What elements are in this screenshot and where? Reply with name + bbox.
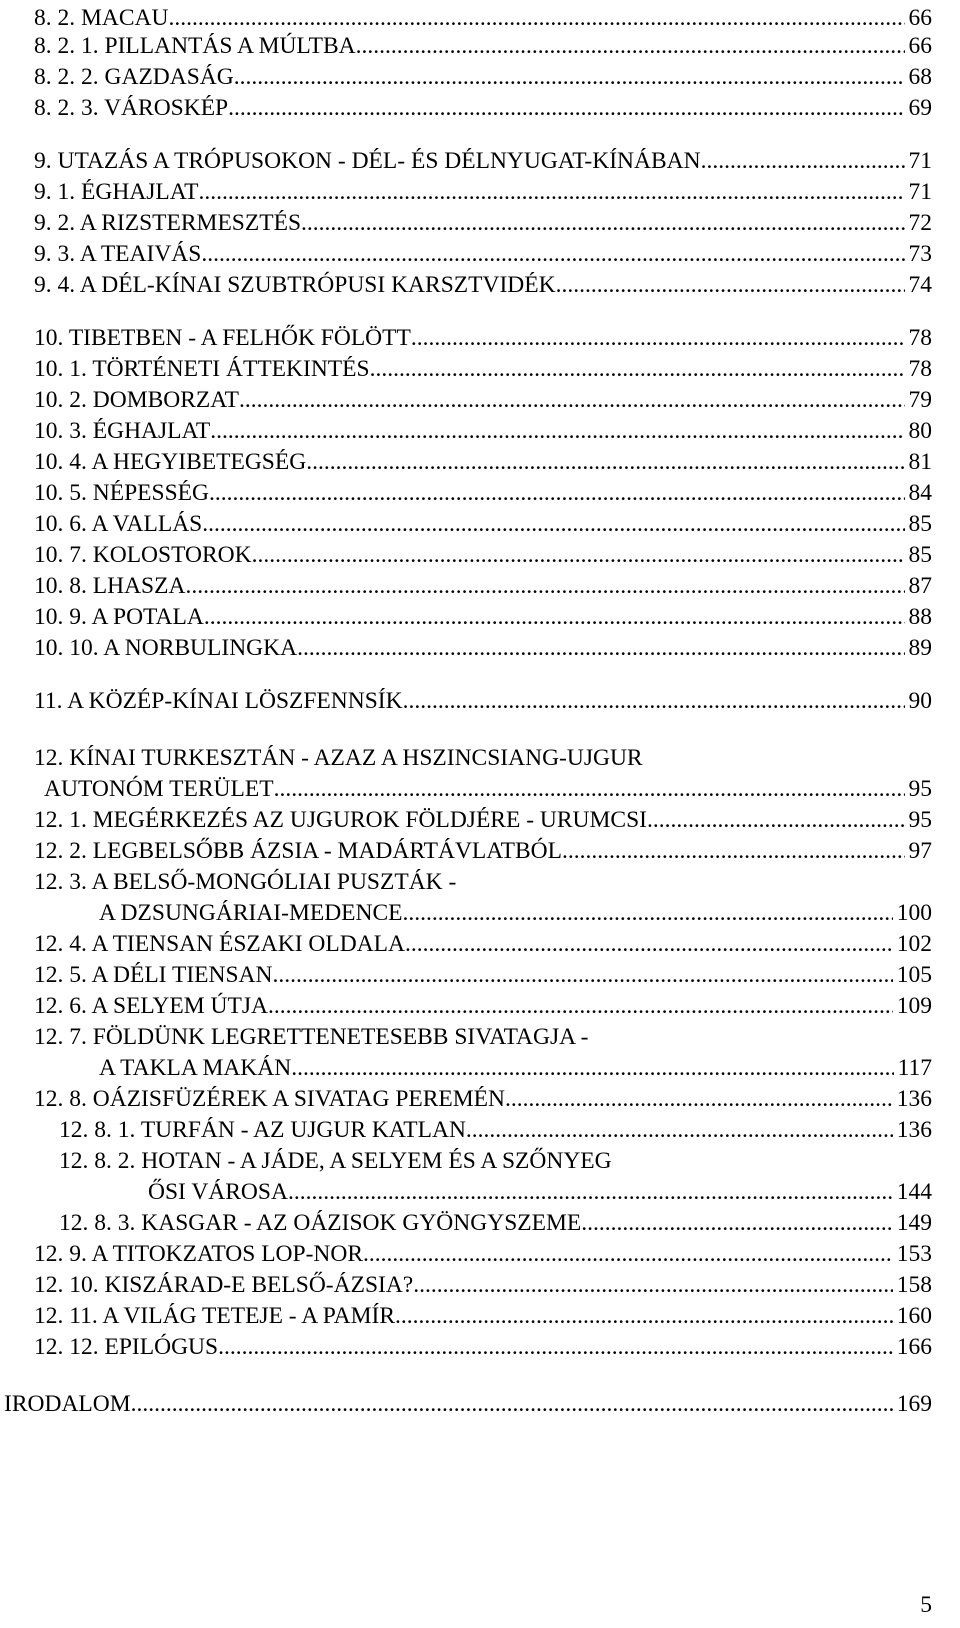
toc-leader-dots xyxy=(228,96,904,120)
toc-entry[interactable] xyxy=(44,771,932,801)
toc-entry[interactable] xyxy=(34,90,932,120)
toc-entry-page: 136 xyxy=(896,1086,932,1112)
toc-entry-page: 97 xyxy=(908,838,932,864)
toc-entry[interactable] xyxy=(34,0,932,30)
toc-entry-title: 8. 2. 1. PILLANTÁS A MÚLTBA xyxy=(34,33,356,59)
toc-entry-page: 73 xyxy=(908,241,932,267)
toc-entry-page: 66 xyxy=(908,33,932,59)
toc-entry-title: 12. 11. A VILÁG TETEJE - A PAMÍR xyxy=(34,1303,396,1329)
toc-entry[interactable] xyxy=(34,988,932,1018)
toc-entry-title: 12. KÍNAI TURKESZTÁN - AZAZ A HSZINCSIANG-UJGUR xyxy=(34,745,643,771)
toc-entry[interactable] xyxy=(34,236,932,266)
toc-entry-page: 66 xyxy=(908,5,932,31)
toc-entry-page: 95 xyxy=(908,776,932,802)
toc-leader-dots xyxy=(204,605,905,629)
toc-entry-page: 87 xyxy=(908,573,932,599)
toc-entry[interactable] xyxy=(34,351,932,381)
toc-entry-title: 9. 2. A RIZSTERMESZTÉS xyxy=(34,210,302,236)
toc-entry-page: 158 xyxy=(896,1272,932,1298)
toc-entry-title: 10. 1. TÖRTÉNETI ÁTTEKINTÉS xyxy=(34,356,370,382)
toc-entry-title: 12. 10. KISZÁRAD-E BELSŐ-ÁZSIA? xyxy=(34,1272,414,1298)
toc-entry[interactable] xyxy=(34,382,932,412)
toc-entry-page: 89 xyxy=(908,635,932,661)
toc-leader-dots xyxy=(288,1180,893,1204)
toc-entry[interactable] xyxy=(34,802,932,832)
toc-entry-title: 10. 6. A VALLÁS xyxy=(34,511,203,537)
toc-entry-title: 12. 12. EPILÓGUS xyxy=(34,1334,219,1360)
toc-leader-dots xyxy=(413,1273,893,1297)
toc-entry-title-line xyxy=(34,740,643,770)
toc-leader-dots xyxy=(562,839,905,863)
toc-entry-title-line xyxy=(59,1143,612,1173)
toc-entry-title: 10. 8. LHASZA xyxy=(34,573,186,599)
toc-entry[interactable] xyxy=(34,205,932,235)
toc-entry-page: 100 xyxy=(896,900,932,926)
toc-entry[interactable] xyxy=(4,1386,932,1416)
toc-entry-page: 117 xyxy=(897,1055,932,1081)
toc-entry-title: 12. 8. 1. TURFÁN - AZ UJGUR KATLAN xyxy=(59,1117,466,1143)
toc-leader-dots xyxy=(209,481,905,505)
toc-entry-page: 85 xyxy=(908,511,932,537)
toc-entry[interactable] xyxy=(34,413,932,443)
toc-entry-page: 72 xyxy=(908,210,932,236)
toc-entry-title: 12. 9. A TITOKZATOS LOP-NOR xyxy=(34,1241,364,1267)
toc-entry[interactable] xyxy=(34,28,932,58)
toc-entry-page: 68 xyxy=(908,64,932,90)
toc-entry-title: 8. 2. 3. VÁROSKÉP xyxy=(34,95,229,121)
toc-leader-dots xyxy=(210,419,904,443)
toc-leader-dots xyxy=(274,777,905,801)
toc-entry-page: 153 xyxy=(896,1241,932,1267)
toc-entry[interactable] xyxy=(34,568,932,598)
toc-entry-title: A TAKLA MAKÁN xyxy=(99,1055,292,1081)
toc-leader-dots xyxy=(268,994,893,1018)
toc-leader-dots xyxy=(202,512,904,536)
toc-entry-title-line xyxy=(34,864,456,894)
toc-entry[interactable] xyxy=(34,475,932,505)
toc-entry-title: 12. 1. MEGÉRKEZÉS AZ UJGUROK FÖLDJÉRE - URUMCSI xyxy=(34,807,647,833)
toc-entry-page: 74 xyxy=(908,272,932,298)
toc-entry[interactable] xyxy=(34,444,932,474)
toc-leader-dots xyxy=(252,543,905,567)
toc-entry-title: 9. 3. A TEAIVÁS xyxy=(34,241,202,267)
toc-entry-page: 149 xyxy=(896,1210,932,1236)
toc-entry-title: 12. 6. A SELYEM ÚTJA xyxy=(34,993,268,1019)
toc-leader-dots xyxy=(297,636,904,660)
toc-entry-page: 71 xyxy=(908,148,932,174)
toc-entry[interactable] xyxy=(59,1112,932,1142)
toc-entry-title: 9. 4. A DÉL-KÍNAI SZUBTRÓPUSI KARSZTVIDÉK xyxy=(34,272,556,298)
toc-leader-dots xyxy=(301,211,904,235)
toc-entry-page: 109 xyxy=(896,993,932,1019)
toc-leader-dots xyxy=(647,808,905,832)
toc-entry[interactable] xyxy=(34,320,932,350)
toc-entry[interactable] xyxy=(34,1267,932,1297)
toc-leader-dots xyxy=(363,1242,893,1266)
toc-entry[interactable] xyxy=(34,957,932,987)
toc-leader-dots xyxy=(306,450,904,474)
toc-entry-title: 12. 5. A DÉLI TIENSAN xyxy=(34,962,273,988)
toc-leader-dots xyxy=(356,34,905,58)
toc-entry-title: IRODALOM xyxy=(4,1391,131,1417)
toc-entry-title: 12. 8. 2. HOTAN - A JÁDE, A SELYEM ÉS A SZŐNYEG xyxy=(59,1148,612,1174)
toc-entry-page: 85 xyxy=(908,542,932,568)
toc-entry[interactable] xyxy=(99,1050,932,1080)
toc-leader-dots xyxy=(185,574,904,598)
toc-entry-page: 84 xyxy=(908,480,932,506)
toc-leader-dots xyxy=(291,1056,893,1080)
toc-entry-title: 10. TIBETBEN - A FELHŐK FÖLÖTT xyxy=(34,325,411,351)
toc-entry-page: 102 xyxy=(896,931,932,957)
toc-entry-page: 88 xyxy=(908,604,932,630)
toc-leader-dots xyxy=(199,180,905,204)
toc-entry[interactable] xyxy=(34,537,932,567)
toc-entry-page: 69 xyxy=(908,95,932,121)
toc-entry-page: 160 xyxy=(896,1303,932,1329)
toc-entry-page: 90 xyxy=(908,688,932,714)
toc-entry[interactable] xyxy=(148,1174,932,1204)
toc-entry[interactable] xyxy=(34,1081,932,1111)
toc-entry[interactable] xyxy=(34,1236,932,1266)
toc-entry-page: 136 xyxy=(896,1117,932,1143)
toc-entry-title: 9. 1. ÉGHAJLAT xyxy=(34,179,199,205)
toc-entry-title: 10. 7. KOLOSTOROK xyxy=(34,542,252,568)
toc-leader-dots xyxy=(234,65,905,89)
toc-leader-dots xyxy=(370,357,905,381)
toc-entry-page: 95 xyxy=(908,807,932,833)
toc-entry-title: 12. 2. LEGBELSŐBB ÁZSIA - MADÁRTÁVLATBÓL xyxy=(34,838,562,864)
toc-entry[interactable] xyxy=(34,59,932,89)
toc-entry-page: 81 xyxy=(908,449,932,475)
toc-entry[interactable] xyxy=(59,1205,932,1235)
toc-leader-dots xyxy=(556,273,905,297)
toc-entry-title: 9. UTAZÁS A TRÓPUSOKON - DÉL- ÉS DÉLNYUGAT-KÍNÁBAN xyxy=(34,148,701,174)
toc-entry[interactable] xyxy=(34,143,932,173)
toc-entry[interactable] xyxy=(34,683,932,713)
toc-entry-title: AUTONÓM TERÜLET xyxy=(44,776,274,802)
toc-leader-dots xyxy=(581,1211,893,1235)
toc-leader-dots xyxy=(168,6,904,30)
toc-entry-title: ŐSI VÁROSA xyxy=(148,1179,288,1205)
toc-leader-dots xyxy=(505,1087,893,1111)
toc-entry-title: 10. 2. DOMBORZAT xyxy=(34,387,239,413)
toc-entry-title-line xyxy=(34,1019,589,1049)
toc-entry-title: 12. 4. A TIENSAN ÉSZAKI OLDALA xyxy=(34,931,405,957)
toc-entry[interactable] xyxy=(34,174,932,204)
toc-entry-page: 78 xyxy=(908,325,932,351)
toc-entry-page: 78 xyxy=(908,356,932,382)
toc-leader-dots xyxy=(405,932,893,956)
toc-leader-dots xyxy=(395,1304,893,1328)
toc-entry-page: 166 xyxy=(896,1334,932,1360)
toc-entry[interactable] xyxy=(34,1329,932,1359)
toc-leader-dots xyxy=(411,326,905,350)
toc-entry-page: 144 xyxy=(896,1179,932,1205)
toc-entry[interactable] xyxy=(34,1298,932,1328)
toc-entry-title: 12. 7. FÖLDÜNK LEGRETTENETESEBB SIVATAGJA - xyxy=(34,1024,589,1050)
toc-entry[interactable] xyxy=(34,833,932,863)
toc-leader-dots xyxy=(239,388,905,412)
toc-entry[interactable] xyxy=(34,599,932,629)
toc-entry-title: 8. 2. MACAU xyxy=(34,5,169,31)
toc-entry-page: 71 xyxy=(908,179,932,205)
toc-entry-title: 12. 3. A BELSŐ-MONGÓLIAI PUSZTÁK - xyxy=(34,869,457,895)
toc-leader-dots xyxy=(218,1335,893,1359)
toc-entry[interactable] xyxy=(34,267,932,297)
toc-entry[interactable] xyxy=(99,895,932,925)
toc-leader-dots xyxy=(466,1118,893,1142)
toc-entry-title: A DZSUNGÁRIAI-MEDENCE xyxy=(99,900,403,926)
toc-leader-dots xyxy=(701,149,905,173)
toc-entry-title: 10. 10. A NORBULINGKA xyxy=(34,635,298,661)
toc-leader-dots xyxy=(131,1392,893,1416)
toc-entry[interactable] xyxy=(34,506,932,536)
toc-entry-page: 169 xyxy=(896,1391,932,1417)
toc-entry-title: 10. 5. NÉPESSÉG xyxy=(34,480,209,506)
toc-leader-dots xyxy=(403,689,905,713)
toc-entry-title: 8. 2. 2. GAZDASÁG xyxy=(34,64,234,90)
page-number: 5 xyxy=(920,1592,932,1618)
toc-entry-title: 10. 4. A HEGYIBETEGSÉG xyxy=(34,449,307,475)
toc-entry[interactable] xyxy=(34,630,932,660)
toc-entry-page: 79 xyxy=(908,387,932,413)
toc-entry-title: 12. 8. OÁZISFÜZÉREK A SIVATAG PEREMÉN xyxy=(34,1086,505,1112)
toc-entry-page: 80 xyxy=(908,418,932,444)
toc-entry-title: 11. A KÖZÉP-KÍNAI LÖSZFENNSÍK xyxy=(34,688,403,714)
toc-entry-title: 12. 8. 3. KASGAR - AZ OÁZISOK GYÖNGYSZEME xyxy=(59,1210,582,1236)
toc-leader-dots xyxy=(403,901,893,925)
toc-entry-title: 10. 9. A POTALA xyxy=(34,604,204,630)
toc-leader-dots xyxy=(272,963,892,987)
toc-entry-title: 10. 3. ÉGHAJLAT xyxy=(34,418,211,444)
toc-entry[interactable] xyxy=(34,926,932,956)
toc-leader-dots xyxy=(201,242,904,266)
toc-entry-page: 105 xyxy=(896,962,932,988)
